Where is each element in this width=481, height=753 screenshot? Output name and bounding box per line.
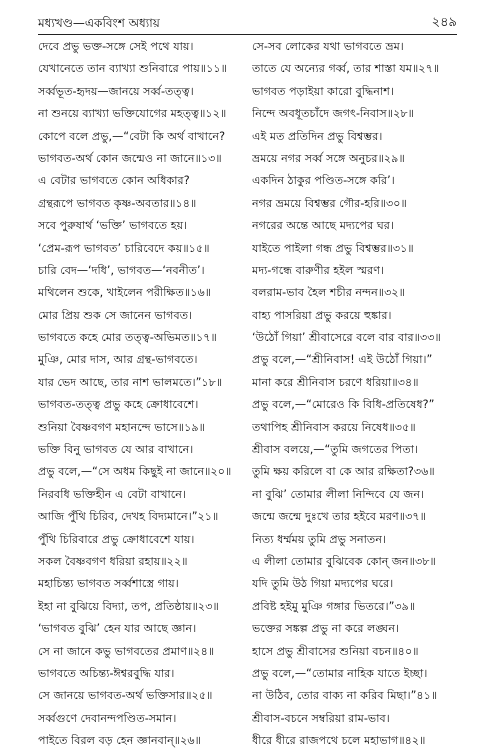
verse-line: যার ভেদ আছে, তার নাশ ভালমতে।”১৮॥: [38, 375, 223, 389]
verse-line: ইহা না বুঝিয়ে বিদ্যা, তপ, প্রতিষ্ঠায়॥২৩॥: [38, 599, 219, 613]
verse-line: আজি পুঁথি চিরিব, দেখহ বিদ্যমানে।”২১॥: [38, 510, 219, 524]
verse-line: জন্মে জন্মে দুঃখে তার হইবে মরণ॥৩৭॥: [252, 510, 426, 524]
verse-line: মদ্য-গন্ধে বারুণীর হইল স্মরণ।: [252, 263, 384, 277]
left-column: [38, 36, 243, 748]
verse-line: শ্রীবাস বলয়ে,—“তুমি জগতের পিতা।: [252, 443, 418, 457]
verse-line: ভাগবত পড়াইয়া কারো বুদ্ধিনাশ।: [252, 84, 394, 98]
verse-line: সবে পুরুষার্থ ‘ভক্তি’ ভাগবতে হয়।: [38, 219, 188, 233]
verse-line: এ লীলা তোমার বুঝিবেক কোন্ জন॥৩৮॥: [252, 554, 436, 568]
verse-line: তথাপিহ শ্রীনিবাস করয়ে নিষেধ॥৩৫॥: [252, 420, 416, 434]
verse-line: তুমি ক্ষয় করিলে বা কে আর রক্ষিতা?৩৬॥: [252, 465, 435, 479]
verse-line: যেখানেতে তান ব্যাখ্যা শুনিবারে পায়॥১১॥: [38, 62, 227, 76]
verse-line: সকল বৈষ্ণবগণ ধরিয়া রহায়॥২২॥: [38, 554, 188, 568]
verse-line: সে না জানে কভু ভাগবতের প্রমাণ॥২৪॥: [38, 644, 215, 658]
header-rule: [38, 34, 457, 35]
verse-line: প্রভু বলে,—“শ্রীনিবাস! এই উঠোঁ গিয়া।”: [252, 353, 433, 367]
verse-line: না শুনয়ে ব্যাখ্যা ভক্তিযোগের মহত্ত্ব॥১২॥: [38, 107, 227, 121]
verse-line: মুঞি, মোর দাস, আর গ্রন্থ-ভাগবতে।: [38, 353, 198, 367]
verse-line: ভক্তের সঙ্কল্প প্রভু না করে লঙ্ঘন।: [252, 622, 400, 636]
verse-line: শুনিয়া বৈষ্ণবগণ মহানন্দে ভাসে॥১৯॥: [38, 420, 205, 434]
verse-line: এই মত প্রতিদিন প্রভু বিশ্বম্ভর।: [252, 129, 383, 143]
verse-line: দেবে প্রভু ভক্ত-সঙ্গে সেই পথে যায়।: [38, 40, 194, 53]
verse-line: প্রভু বলে,—“তোমার নাহিক যাতে ইচ্ছা।: [252, 666, 428, 680]
verse-line: ‘উঠোঁ গিয়া’ শ্রীবাসেরে বলে বার বার॥৩৩॥: [252, 331, 441, 345]
verse-line: পুঁথি চিরিবারে প্রভু ক্রোধাবেশে যায়।: [38, 532, 195, 546]
verse-line: চারি বেদ—‘দধি’, ভাগবত—‘নবনীত’।: [38, 263, 205, 277]
verse-line: ধীরে ধীরে রাজপথে চলে মহাভাগ॥৪২॥: [252, 734, 426, 748]
verse-line: এ বেটার ভাগবতে কোন অধিকার?: [38, 174, 190, 188]
chapter-heading: মধ্যখণ্ড—একবিংশ অধ্যায়: [38, 16, 160, 30]
verse-columns: [38, 36, 457, 748]
verse-line: না বুঝি’ তোমার লীলা নিন্দিবে যে জন।: [252, 487, 425, 501]
verse-line: গ্রন্থরূপে ভাগবত কৃষ্ণ-অবতার॥১৪॥: [38, 196, 197, 210]
verse-line: নগরের অন্তে আছে মদ্যপের ঘর।: [252, 219, 394, 233]
verse-line: সর্ব্বগুণে দেবানন্দপণ্ডিত-সমান।: [38, 711, 177, 725]
verse-line: সর্ব্বভূত-হৃদয়—জানয়ে সর্ব্ব-তত্ত্ব।: [38, 84, 194, 98]
verse-line: পাইতে বিরল বড় হেন জ্ঞানবান্॥২৬॥: [38, 734, 201, 748]
verse-line: সে জানয়ে ভাগবত-অর্থ ভক্তিসার॥২৫॥: [38, 689, 213, 703]
verse-line: ভ্রময়ে নগর সর্ব্ব সঙ্গে অনুচর॥২৯॥: [252, 151, 405, 165]
verse-line: মথিলেন শুকে, খাইলেন পরীক্ষিত॥১৬॥: [38, 286, 212, 300]
verse-line: ‘ভাগবত বুঝি’ হেন যার আছে জ্ঞান।: [38, 622, 197, 636]
verse-line: মহাচিন্ত্য ভাগবত সর্ব্বশাস্ত্রে গায়।: [38, 577, 179, 591]
verse-line: নিন্দে অবধূতচাঁদে জগৎ-নিবাস॥২৮॥: [252, 107, 414, 121]
verse-line: নিরবধি ভক্তিহীন এ বেটা বাখানে।: [38, 487, 186, 501]
verse-line: প্রভু বলে,—“মোরেও কি বিধি-প্রতিষেধ?”: [252, 398, 435, 412]
verse-line: ভাগবত-অর্থ কোন জন্মেও না জানে॥১৩॥: [38, 151, 222, 165]
verse-line: যদি তুমি উঠ গিয়া মদ্যপের ঘরে।: [252, 577, 394, 591]
verse-line: ভাগবতে কহে মোর তত্ত্ব-অভিমত॥১৭॥: [38, 331, 217, 345]
verse-line: প্রভু বলে,—“সে অধম কিছুই না জানে॥২০॥: [38, 465, 232, 479]
verse-line: ভক্তি বিনু ভাগবত যে আর বাখানে।: [38, 443, 194, 457]
verse-line: প্রবিষ্ট হইমু মুঞি গঙ্গার ভিতরে।”৩৯॥: [252, 599, 416, 613]
verse-line: ভাগবত-তত্ত্ব প্রভু কহে ক্রোধাবেশে।: [38, 398, 199, 412]
verse-line: মোর প্রিয় শুক সে জানেন ভাগবত।: [38, 308, 193, 322]
verse-line: একদিন ঠাকুর পণ্ডিত-সঙ্গে করি’।: [252, 174, 395, 188]
verse-line: বাহ্য পাসরিয়া প্রভু করয়ে হুঙ্কার।: [252, 308, 392, 322]
verse-line: না উঠিব, তোর বাক্য না করিব মিছা।”৪১॥: [252, 689, 438, 703]
verse-line: ‘প্রেম-রূপ ভাগবত’ চারিবেদে কয়॥১৫॥: [38, 241, 210, 255]
right-column: [252, 36, 457, 748]
verse-line: নিত্য ধর্ম্মময় তুমি প্রভু সনাতন।: [252, 532, 386, 546]
verse-line: সে-সব লোকের যথা ভাগবতে ভ্রম।: [252, 40, 404, 53]
verse-line: যাইতে পাইলা গন্ধ প্রভু বিশ্বম্ভর॥৩১॥: [252, 241, 414, 255]
verse-line: মানা করে শ্রীনিবাস চরণে ধরিয়া॥৩৪॥: [252, 375, 419, 389]
running-head: [38, 12, 457, 34]
verse-line: হাসে প্রভু শ্রীবাসের শুনিয়া বচন॥৪০॥: [252, 644, 419, 658]
verse-line: নগর ভ্রময়ে বিশ্বম্ভর গৌর-হরি॥৩০॥: [252, 196, 407, 210]
verse-line: বলরাম-ভাব হৈল শচীর নন্দন॥৩২॥: [252, 286, 405, 300]
verse-line: কোপে বলে প্রভু,—“বেটা কি অর্থ বাখানে?: [38, 129, 226, 143]
verse-line: ভাগবতে অচিন্ত্য-ঈশ্বরবুদ্ধি যার।: [38, 666, 175, 680]
page-number: ২৪৯: [431, 15, 457, 30]
verse-line: তাতে যে অন্যের গর্ব্ব, তার শাস্তা যম॥২৭॥: [252, 62, 440, 76]
verse-line: শ্রীবাস-বচনে সম্বরিয়া রাম-ভাব।: [252, 711, 390, 725]
